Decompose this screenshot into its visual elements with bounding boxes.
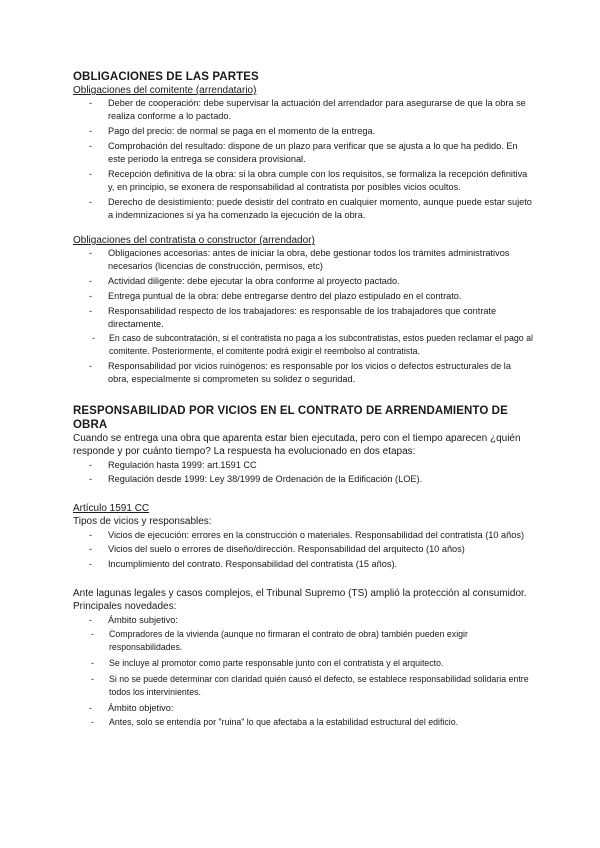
nested-list-item: - Se incluye al promotor como parte responsable junto con el contratista y el arquitecto.: [73, 657, 533, 670]
list-contratista: [73, 247, 533, 386]
heading-contratista: Obligaciones del contratista o constructor (arrendador): [73, 235, 315, 247]
ambito-objetivo-label: Ámbito objetivo:: [108, 702, 174, 713]
list-item: - Responsabilidad por vicios ruinógenos: es responsable por los vicios o defectos estructurales de la obra, especialmente si comprometen su solidez o seguridad.: [73, 360, 533, 387]
nested-list-objetivo: [108, 716, 533, 729]
heading-articulo-1591: Artículo 1591 CC: [73, 503, 150, 515]
ts-paragraph: Ante lagunas legales y casos complejos, el Tribunal Supremo (TS) amplió la protección al consumidor.: [73, 587, 527, 599]
nested-list-subcontratacion: [108, 332, 533, 358]
nested-list-item: - Si no se puede determinar con claridad quién causó el defecto, se establece responsabilidad solidaria entre todos los intervinientes.: [73, 673, 533, 699]
list-item-objetivo: [73, 702, 533, 729]
list-item: - Regulación desde 1999: Ley 38/1999 de Ordenación de la Edificación (LOE).: [73, 473, 533, 486]
nested-list-subjetivo: [108, 628, 533, 699]
list-tipos-vicios: [73, 529, 533, 572]
section-title-responsabilidad: RESPONSABILIDAD POR VICIOS EN EL CONTRATO DE ARRENDAMIENTO DE OBRA: [73, 405, 508, 432]
document-page: [73, 70, 533, 732]
list-item: - Vicios de ejecución: errores en la construcción o materiales. Responsabilidad del contratista (10 años): [73, 529, 533, 542]
list-novedades: [73, 614, 533, 730]
nested-list-item: - Compradores de la vivienda (aunque no firmaran el contrato de obra) también pueden exigir responsabilidades.: [73, 628, 533, 654]
list-item: - Regulación hasta 1999: art.1591 CC: [73, 459, 533, 472]
list-comitente: [73, 97, 533, 223]
list-item: - Recepción definitiva de la obra: si la obra cumple con los requisitos, se formaliza la recepción definitiva y, en principio, se exonera de responsabilidad al contratista por posibles vicios ocultos.: [73, 168, 533, 195]
list-item: - Actividad diligente: debe ejecutar la obra conforme al proyecto pactado.: [73, 275, 533, 288]
list-item: - Comprobación del resultado: dispone de un plazo para verificar que se ajusta a lo que ha pedido. En este periodo la entrega se considera provisional.: [73, 140, 533, 167]
list-item: - Incumplimiento del contrato. Responsabilidad del contratista (15 años).: [73, 558, 533, 571]
list-item: - Deber de cooperación: debe supervisar la actuación del arrendador para asegurarse de que la obra se realiza conforme a lo pactado.: [73, 97, 533, 124]
novedades-label: Principales novedades:: [73, 601, 177, 613]
nested-list-item: - Antes, solo se entendía por "ruina" lo que afectaba a la estabilidad estructural del edificio.: [73, 716, 533, 729]
ambito-subjetivo-label: Ámbito subjetivo:: [108, 614, 178, 625]
list-item-text: Responsabilidad respecto de los trabajadores: es responsable de los trabajadores que contrate directamente.: [108, 305, 497, 330]
list-etapas: [73, 459, 533, 487]
list-item-with-nested: [73, 305, 533, 359]
list-item-subjetivo: [73, 614, 533, 699]
list-item: - Vicios del suelo o errores de diseño/dirección. Responsabilidad del arquitecto (10 años): [73, 543, 533, 556]
heading-comitente: Obligaciones del comitente (arrendatario): [73, 85, 257, 96]
tipos-label: Tipos de vicios y responsables:: [73, 516, 212, 528]
section-title-obligaciones: OBLIGACIONES DE LAS PARTES: [73, 71, 259, 83]
intro-paragraph: Cuando se entrega una obra que aparenta estar bien ejecutada, pero con el tiempo aparecen ¿quién responde y por cuánto tiempo? La respuesta ha evolucionado en dos etapas:: [73, 433, 521, 458]
nested-list-item: - En caso de subcontratación, si el contratista no paga a los subcontratistas, estos pueden reclamar el pago al comitente. Posteriormente, el comitente podrá exigir el reembolso al contratista.: [73, 332, 533, 358]
list-item: - Obligaciones accesorias: antes de iniciar la obra, debe gestionar todos los trámites administrativos necesarios (licencias de construcción, permisos, etc): [73, 247, 533, 274]
list-item: - Pago del precio: de normal se paga en el momento de la entrega.: [73, 125, 533, 138]
list-item: - Derecho de desistimiento: puede desistir del contrato en cualquier momento, aunque puede estar sujeto a indemnizaciones si ya ha comenzado la ejecución de la obra.: [73, 196, 533, 223]
list-item: - Entrega puntual de la obra: debe entregarse dentro del plazo estipulado en el contrato.: [73, 290, 533, 303]
